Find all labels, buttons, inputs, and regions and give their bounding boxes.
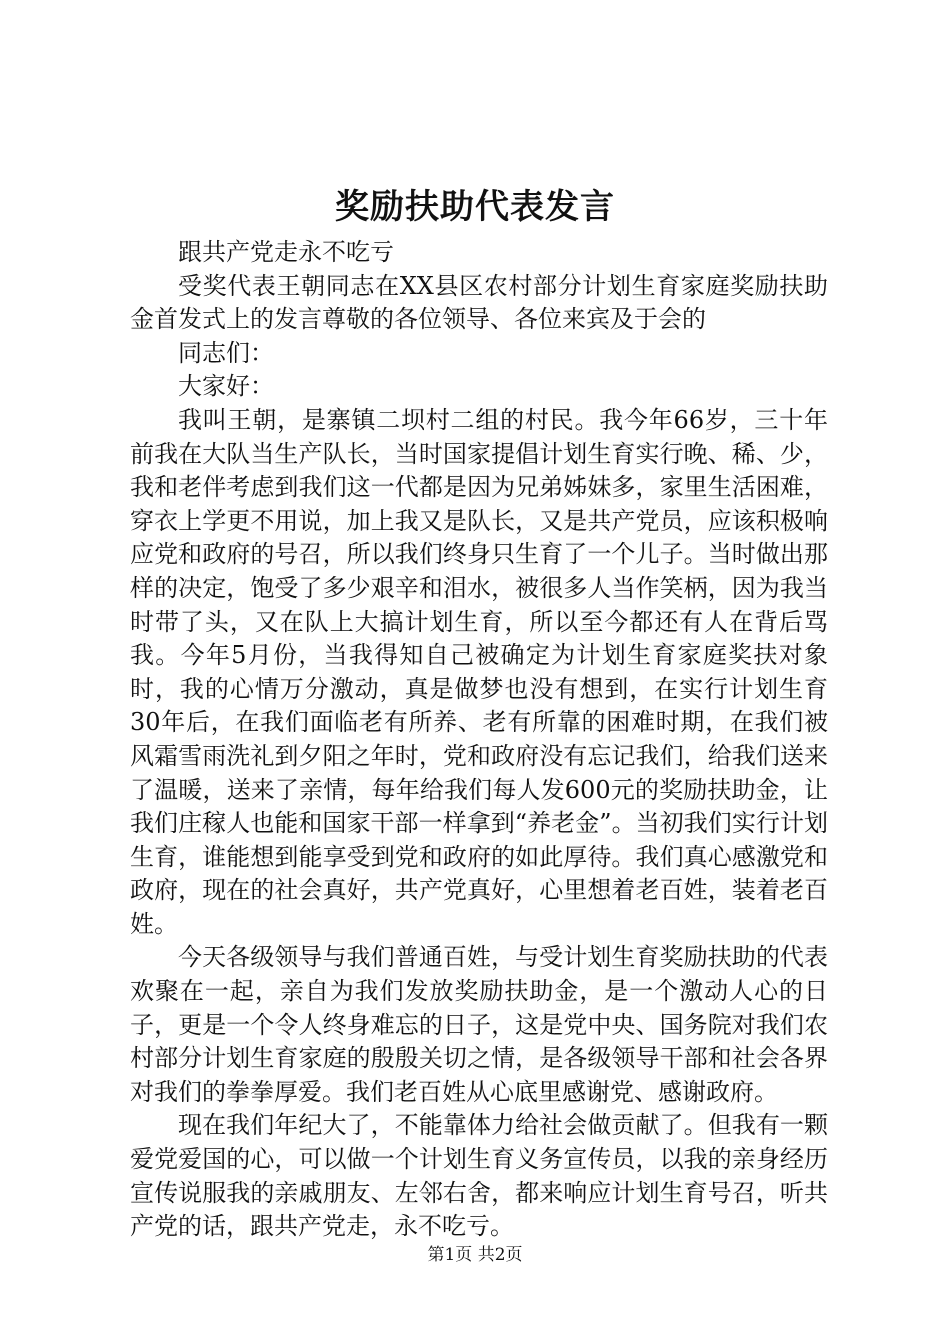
page-footer: 第1页 共2页: [427, 1245, 523, 1265]
paragraph-body-1: 我叫王朝，是寨镇二坝村二组的村民。我今年66岁，三十年前我在大队当生产队长，当时国家提倡计划生育实行晚、稀、少，我和老伴考虑到我们这一代都是因为兄弟姊妹多，家里生活困难，穿衣上学更不用说，加上我又是队长，又是共产党员，应该积极响应党和政府的号召，所以我们终身只生育了一个儿子。当时做出那样的决定，饱受了多少艰辛和泪水，被很多人当作笑柄，因为我当时带了头，又在队上大搞计划生育，所以至今都还有人在背后骂我。今年5月份，当我得知自己被确定为计划生育家庭奖扶对象时，我的心情万分激动，真是做梦也没有想到，在实行计划生育30年后，在我们面临老有所养、老有所靠的困难时期，在我们被风霜雪雨洗礼到夕阳之年时，党和政府没有忘记我们，给我们送来了温暖，送来了亲情，每年给我们每人发600元的奖励扶助金，让我们庄稼人也能和国家干部一样拿到“养老金”。当初我们实行计划生育，谁能想到能享受到党和政府的如此厚待。我们真心感激党和政府，现在的社会真好，共产党真好，心里想着老百姓，装着老百姓。: [130, 405, 828, 938]
paragraph-salutation-comrades: 同志们：: [178, 338, 274, 367]
paragraph-subtitle: 跟共产党走永不吃亏: [178, 238, 394, 266]
document-body: [130, 236, 828, 1244]
paragraph-body-3: 现在我们年纪大了，不能靠体力给社会做贡献了。但我有一颗爱党爱国的心，可以做一个计划生育义务宣传员，以我的亲身经历宣传说服我的亲戚朋友、左邻右舍，都来响应计划生育号召，听共产党的话，跟共产党走，永不吃亏。: [130, 1111, 828, 1241]
paragraph-intro: 受奖代表王朝同志在XX县区农村部分计划生育家庭奖励扶助金首发式上的发言尊敬的各位领导、各位来宾及于会的: [130, 271, 828, 334]
paragraph-greeting: 大家好：: [178, 372, 274, 401]
document-title: 奖励扶助代表发言: [335, 187, 615, 227]
paragraph-body-2: 今天各级领导与我们普通百姓，与受计划生育奖励扶助的代表欢聚在一起，亲自为我们发放奖励扶助金，是一个激动人心的日子，更是一个令人终身难忘的日子，这是党中央、国务院对我们农村部分计划生育家庭的殷殷关切之情，是各级领导干部和社会各界对我们的拳拳厚爱。我们老百姓从心底里感谢党、感谢政府。: [130, 943, 828, 1106]
